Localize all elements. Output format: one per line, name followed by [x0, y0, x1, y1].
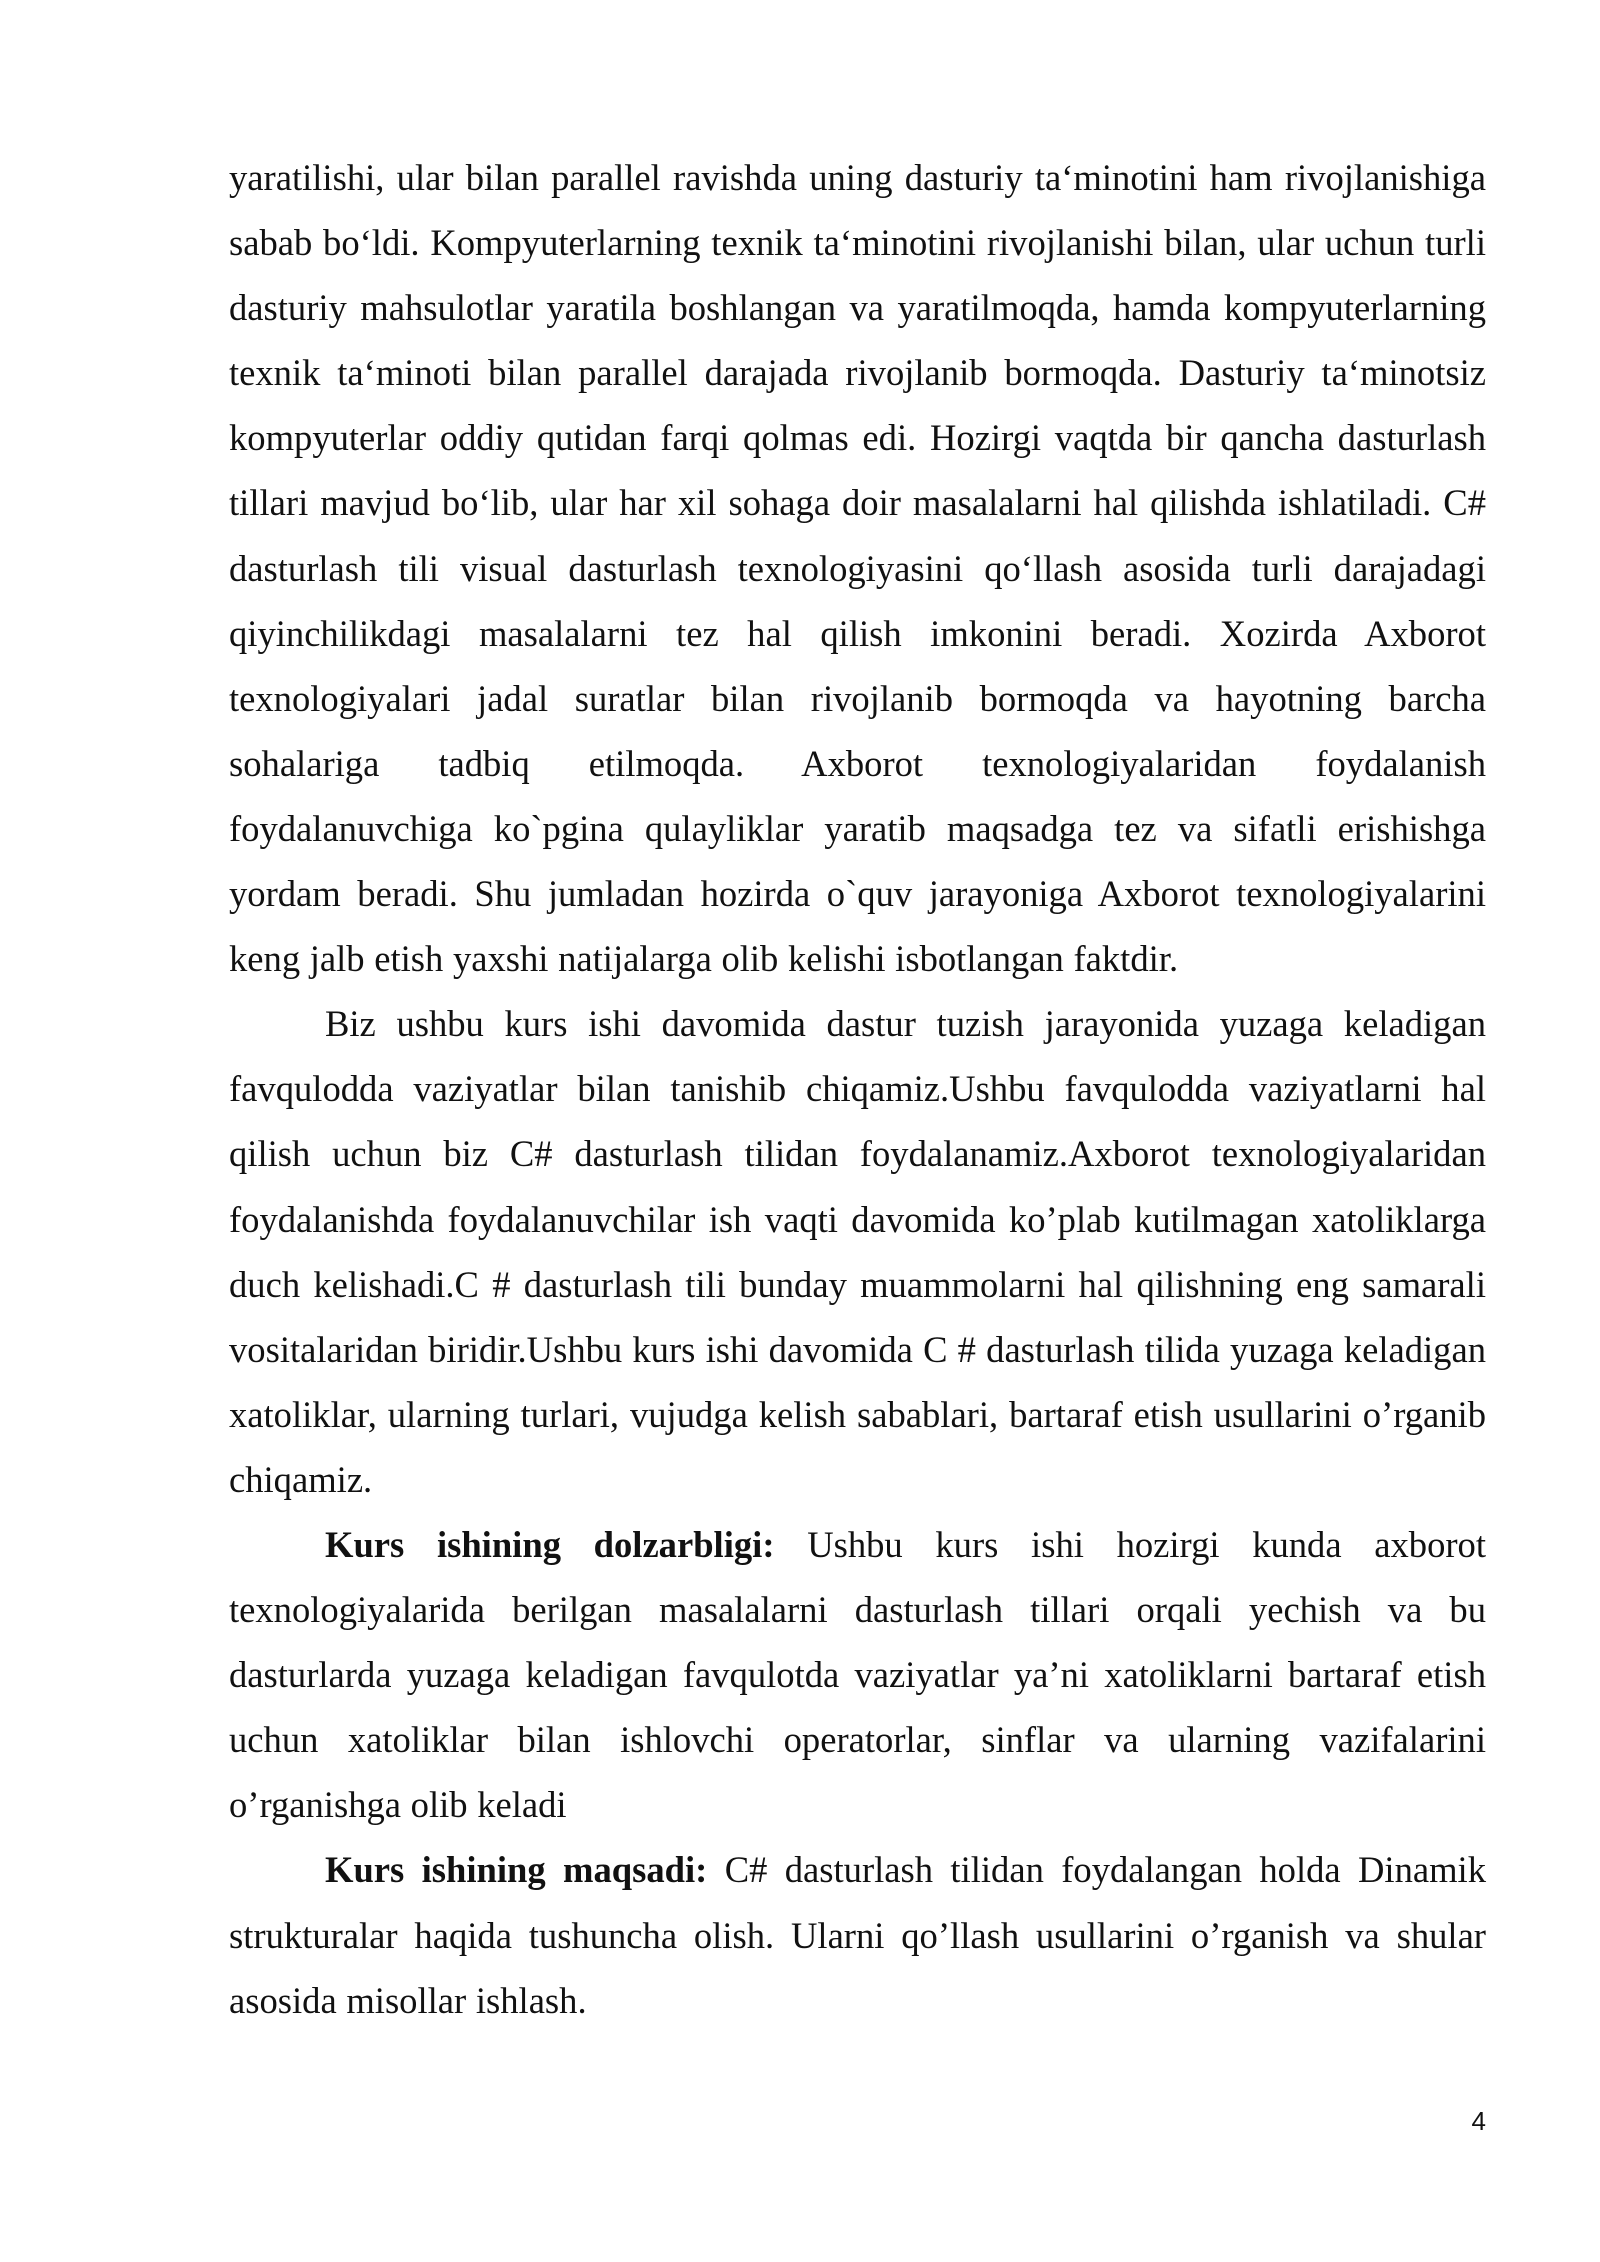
goal-heading: Kurs ishining maqsadi:	[325, 1849, 708, 1891]
page-number: 4	[1471, 2106, 1486, 2136]
paragraph-intro: yaratilishi, ular bilan parallel ravishda uning dasturiy ta‘minotini ham rivojlanishiga sabab bo‘ldi. Kompyuterlarning texnik ta‘minotini rivojlanishi bilan, ular uchun turli dasturiy mahsulotlar yaratila boshlangan va yaratilmoqda, hamda kompyuterlarning texnik ta‘minoti bilan parallel darajada rivojlanib bormoqda. Dasturiy ta‘minotsiz kompyuterlar oddiy qutidan farqi qolmas edi. Hozirgi vaqtda bir qancha dasturlash tillari mavjud bo‘lib, ular har xil sohaga doir masalalarni hal qilishda ishlatiladi. C# dasturlash tili visual dasturlash texnologiyasini qo‘llash asosida turli darajadagi qiyinchilikdagi masalalarni tez hal qilish imkonini beradi. Xozirda Axborot texnologiyalari jadal suratlar bilan rivojlanib bormoqda va hayotning barcha sohalariga tadbiq etilmoqda. Axborot texnologiyalaridan foydalanish foydalanuvchiga ko`pgina qulayliklar yaratib maqsadga tez va sifatli erishishga yordam beradi. Shu jumladan hozirda o`quv jarayoniga Axborot texnologiyalarini keng jalb etish yaxshi natijalarga olib kelishi isbotlangan faktdir.	[229, 157, 1486, 980]
paragraph-relevance	[229, 1512, 1486, 1837]
relevance-body: Ushbu kurs ishi hozirgi kunda axborot texnologiyalarida berilgan masalalarni dasturlash tillari orqali yechish va bu dasturlarda yuzaga keladigan favqulotda vaziyatlar ya’ni xatoliklarni bartaraf etish uchun xatoliklar bilan ishlovchi operatorlar, sinflar va ularning vazifalarini o’rganishga olib keladi	[229, 1523, 1486, 1826]
body-text	[229, 145, 1486, 2033]
paragraph-goal	[229, 1837, 1486, 2032]
goal-body: C# dasturlash tilidan foydalangan holda Dinamik strukturalar haqida tushuncha olish. Ularni qo’llash usullarini o’rganish va shular asosida misollar ishlash.	[229, 1849, 1486, 2021]
paragraph-course-overview: Biz ushbu kurs ishi davomida dastur tuzish jarayonida yuzaga keladigan favqulodda vaziyatlar bilan tanishib chiqamiz.Ushbu favqulodda vaziyatlarni hal qilish uchun biz C# dasturlash tilidan foydalanamiz.Axborot texnologiyalaridan foydalanishda foydalanuvchilar ish vaqti davomida ko’plab kutilmagan xatoliklarga duch kelishadi.C # dasturlash tili bunday muammolarni hal qilishning eng samarali vositalaridan biridir.Ushbu kurs ishi davomida C # dasturlash tilida yuzaga keladigan xatoliklar, ularning turlari, vujudga kelish sabablari, bartaraf etish usullarini o’rganib chiqamiz.	[229, 1003, 1486, 1500]
relevance-heading: Kurs ishining dolzarbligi:	[325, 1523, 775, 1565]
